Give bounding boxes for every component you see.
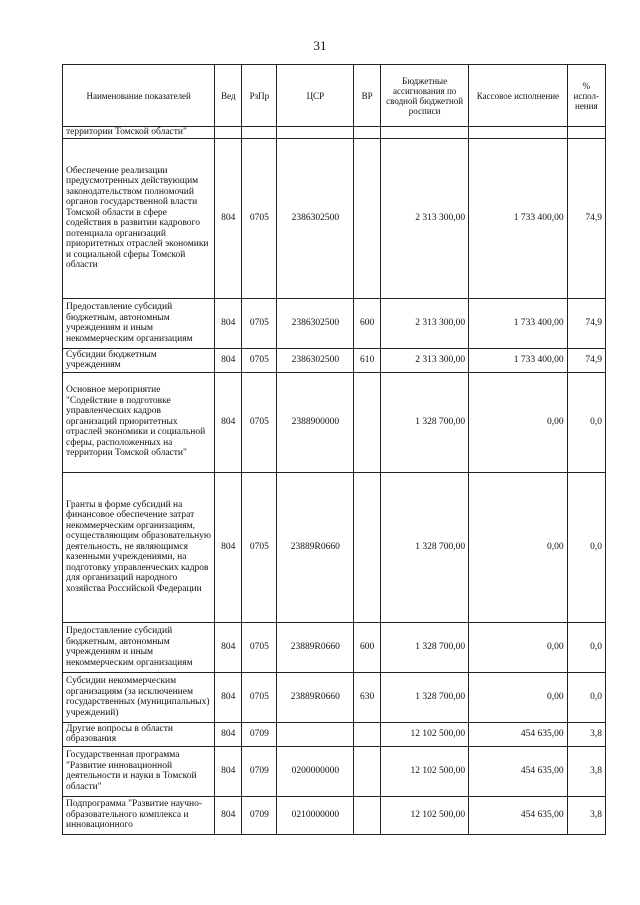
cell-budget: 2 313 300,00 — [381, 348, 469, 372]
cell-ved: 804 — [215, 298, 242, 348]
cell-pct: 3,8 — [567, 722, 605, 746]
cell-vr — [354, 722, 381, 746]
cell-name: Подпрограмма "Развитие научно-образовательного комплекса и инновационного — [63, 796, 215, 834]
cell-csr: 23889R0660 — [277, 472, 354, 622]
cell-csr — [277, 127, 354, 139]
cell-ved: 804 — [215, 796, 242, 834]
cell-cash: 0,00 — [469, 472, 567, 622]
cell-rzpr: 0705 — [242, 348, 277, 372]
cell-name: Субсидии некоммерческим организациям (за исключением государственных (муниципальных) учреждений) — [63, 672, 215, 722]
cell-budget: 1 328 700,00 — [381, 372, 469, 472]
cell-cash: 1 733 400,00 — [469, 348, 567, 372]
cell-budget: 2 313 300,00 — [381, 298, 469, 348]
table-row — [63, 672, 606, 722]
cell-pct: 0,0 — [567, 472, 605, 622]
header-rzpr: РзПр — [242, 65, 277, 127]
cell-vr: 600 — [354, 622, 381, 672]
header-csr: ЦСР — [277, 65, 354, 127]
cell-ved: 804 — [215, 672, 242, 722]
cell-cash: 0,00 — [469, 622, 567, 672]
table-row — [63, 127, 606, 139]
table-row — [63, 372, 606, 472]
cell-budget — [381, 127, 469, 139]
cell-csr: 2388900000 — [277, 372, 354, 472]
cell-ved: 804 — [215, 722, 242, 746]
cell-cash: 0,00 — [469, 672, 567, 722]
cell-cash: 454 635,00 — [469, 722, 567, 746]
cell-budget: 1 328 700,00 — [381, 672, 469, 722]
cell-cash — [469, 127, 567, 139]
table-row — [63, 796, 606, 834]
cell-budget: 12 102 500,00 — [381, 796, 469, 834]
cell-cash: 454 635,00 — [469, 796, 567, 834]
header-name: Наименование показателей — [63, 65, 215, 127]
cell-rzpr: 0705 — [242, 372, 277, 472]
header-cash: Кассовое исполнение — [469, 65, 567, 127]
cell-csr: 23889R0660 — [277, 622, 354, 672]
cell-ved: 804 — [215, 138, 242, 298]
cell-pct: 0,0 — [567, 372, 605, 472]
cell-rzpr: 0709 — [242, 722, 277, 746]
cell-rzpr: 0705 — [242, 472, 277, 622]
cell-ved: 804 — [215, 622, 242, 672]
cell-name: Государственная программа "Развитие инновационной деятельности и науки в Томской области" — [63, 746, 215, 796]
cell-name: Субсидии бюджетным учреждениям — [63, 348, 215, 372]
cell-cash: 1 733 400,00 — [469, 138, 567, 298]
cell-name: Обеспечение реализации предусмотренных действующим законодательством полномочий органов государственной власти Томской области в сфере содействия в развитии кадрового потенциала организаций приоритетных отраслей экономики и социальной сферы Томской области — [63, 138, 215, 298]
cell-budget: 2 313 300,00 — [381, 138, 469, 298]
cell-vr — [354, 127, 381, 139]
table-header-row — [63, 65, 606, 127]
cell-vr — [354, 138, 381, 298]
cell-csr: 2386302500 — [277, 348, 354, 372]
cell-ved: 804 — [215, 372, 242, 472]
cell-csr — [277, 722, 354, 746]
header-pct: % испол-нения — [567, 65, 605, 127]
cell-cash: 1 733 400,00 — [469, 298, 567, 348]
cell-ved — [215, 127, 242, 139]
cell-pct: 74,9 — [567, 138, 605, 298]
cell-rzpr: 0705 — [242, 672, 277, 722]
cell-csr: 2386302500 — [277, 298, 354, 348]
cell-csr: 0200000000 — [277, 746, 354, 796]
cell-vr — [354, 472, 381, 622]
table-row — [63, 746, 606, 796]
cell-vr: 610 — [354, 348, 381, 372]
cell-pct: 3,8 — [567, 746, 605, 796]
cell-rzpr — [242, 127, 277, 139]
cell-rzpr: 0705 — [242, 138, 277, 298]
cell-budget: 12 102 500,00 — [381, 722, 469, 746]
cell-name: Другие вопросы в области образования — [63, 722, 215, 746]
cell-vr — [354, 746, 381, 796]
cell-name: Гранты в форме субсидий на финансовое обеспечение затрат некоммерческим организациям, осуществляющим образовательную деятельность, не являющимся казенными учреждениями, на подготовку управленческих кадров для организаций народного хозяйства Российской Федерации — [63, 472, 215, 622]
cell-budget: 1 328 700,00 — [381, 622, 469, 672]
cell-ved: 804 — [215, 472, 242, 622]
cell-csr: 0210000000 — [277, 796, 354, 834]
table-row — [63, 722, 606, 746]
cell-rzpr: 0709 — [242, 796, 277, 834]
cell-ved: 804 — [215, 348, 242, 372]
cell-budget: 12 102 500,00 — [381, 746, 469, 796]
cell-pct: 0,0 — [567, 672, 605, 722]
cell-vr: 600 — [354, 298, 381, 348]
cell-pct: 74,9 — [567, 298, 605, 348]
cell-rzpr: 0705 — [242, 622, 277, 672]
cell-name: Основное мероприятие "Содействие в подготовке управленческих кадров организаций приоритетных отраслей экономики и социальной сферы, расположенных на территории Томской области" — [63, 372, 215, 472]
table-row — [63, 138, 606, 298]
cell-rzpr: 0705 — [242, 298, 277, 348]
header-ved: Вед — [215, 65, 242, 127]
budget-table — [62, 64, 606, 835]
cell-cash: 454 635,00 — [469, 746, 567, 796]
table-row — [63, 348, 606, 372]
cell-rzpr: 0709 — [242, 746, 277, 796]
cell-pct: 0,0 — [567, 622, 605, 672]
cell-pct — [567, 127, 605, 139]
cell-pct: 3,8 — [567, 796, 605, 834]
table-row — [63, 298, 606, 348]
cell-pct: 74,9 — [567, 348, 605, 372]
cell-vr — [354, 372, 381, 472]
cell-cash: 0,00 — [469, 372, 567, 472]
cell-name: Предоставление субсидий бюджетным, автономным учреждениям и иным некоммерческим организациям — [63, 298, 215, 348]
cell-name: территории Томской области" — [63, 127, 215, 139]
cell-vr: 630 — [354, 672, 381, 722]
table-row — [63, 472, 606, 622]
cell-name: Предоставление субсидий бюджетным, автономным учреждениям и иным некоммерческим организациям — [63, 622, 215, 672]
table-body — [63, 127, 606, 835]
header-budget: Бюджетные ассигнования по сводной бюджетной росписи — [381, 65, 469, 127]
header-vr: ВР — [354, 65, 381, 127]
table-row — [63, 622, 606, 672]
page-number: 31 — [313, 38, 327, 53]
cell-vr — [354, 796, 381, 834]
cell-budget: 1 328 700,00 — [381, 472, 469, 622]
cell-csr: 23889R0660 — [277, 672, 354, 722]
cell-csr: 2386302500 — [277, 138, 354, 298]
cell-ved: 804 — [215, 746, 242, 796]
